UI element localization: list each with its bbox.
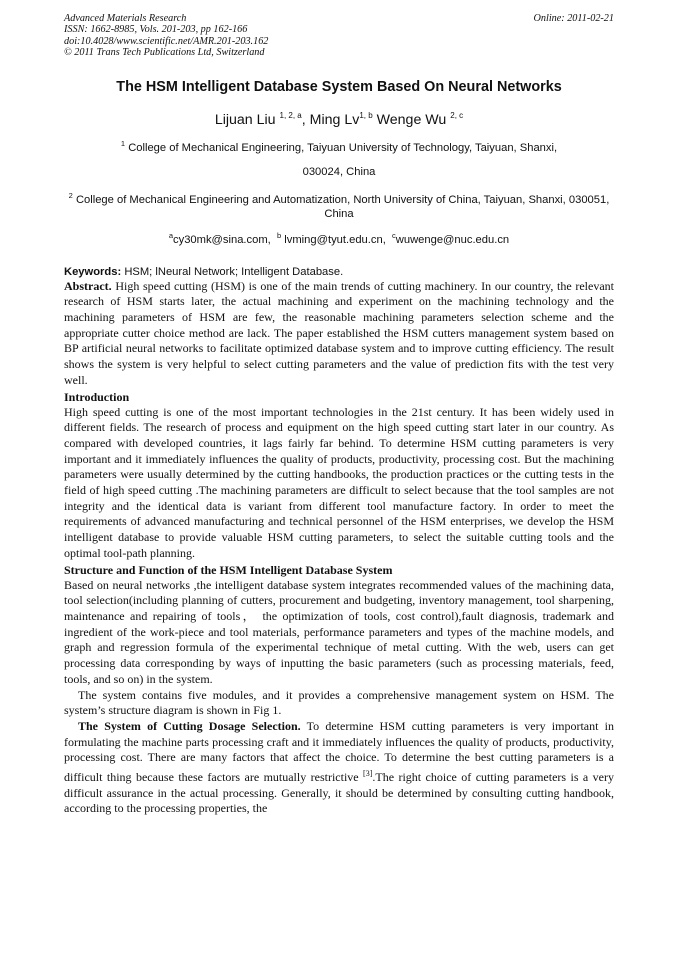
affiliation-postcode: 030024, China <box>302 165 376 178</box>
email-link[interactable]: wuwenge@nuc.edu.cn <box>395 233 510 246</box>
email-mark: a <box>168 230 173 240</box>
structure-paragraph-2: The system contains five modules, and it provides a comprehensive management system on HSM. The system’s structure diagram is shown in Fig 1. <box>64 687 614 718</box>
journal-name: Advanced Materials Research <box>64 13 187 24</box>
email-link[interactable]: cy30mk@sina.com, <box>173 233 271 246</box>
author-name: Ming Lv <box>309 111 360 128</box>
keywords-label: Keywords: <box>64 265 122 278</box>
keywords <box>64 265 614 279</box>
structure-paragraph-1: Based on neural networks ,the intelligent database system integrates recommended values of the machining data, tool selection(including planning of cutters, procurement and budgeting, inventory management, tool sharpening, maintenance and repairing of tools， the optimization of tools, cost control),fault diagnosis, trademark and ingredient of the work-piece and tool materials, performance parameters and types of the machine models, and graph and regression formula of the experimental technique of metal cutting. With the web, users can get processing data corresponding by ways of inputting the basic parameters (such as processing materials, feed, tools, and so on) in the system. <box>64 577 614 686</box>
affiliation-mark: 2 <box>68 190 73 200</box>
author-name: Wenge Wu <box>376 111 447 128</box>
subsection-label: The System of Cutting Dosage Selection. <box>78 718 301 733</box>
affiliation-2 <box>64 189 614 221</box>
email-link[interactable]: lvming@tyut.edu.cn, <box>284 233 386 246</box>
affiliation-1 <box>64 137 614 179</box>
paper-page <box>64 13 614 817</box>
author-separator: , <box>301 111 310 128</box>
journal-header <box>64 13 614 59</box>
author-affiliation-mark: 2, c <box>450 110 464 120</box>
paragraph-text: .The right choice of cutting parameters is a very difficult assurance in the actual processing. Generally, it should be determined by consulting cutting handbook, according to the processing properties, the <box>64 770 614 816</box>
email-mark: b <box>277 230 282 240</box>
abstract-label: Abstract. <box>64 278 112 293</box>
affiliation-mark: 1 <box>120 138 126 148</box>
abstract <box>64 279 614 389</box>
author-name: Lijuan Liu <box>214 111 276 128</box>
author-emails <box>64 229 614 247</box>
section-heading-structure: Structure and Function of the HSM Intelligent Database System <box>64 562 393 577</box>
keywords-text: HSM; lNeural Network; Intelligent Database. <box>124 265 344 278</box>
affiliation-text: College of Mechanical Engineering, Taiyuan University of Technology, Taiyuan, Shanxi, <box>128 141 558 154</box>
structure-paragraph-3 <box>64 719 614 817</box>
doi-line: doi:10.4028/www.scientific.net/AMR.201-203.162 <box>64 35 269 47</box>
citation-ref[interactable]: [3] <box>363 769 373 779</box>
paper-title: The HSM Intelligent Database System Based On Neural Networks <box>116 78 562 95</box>
issn-line: ISSN: 1662-8985, Vols. 201-203, pp 162-166 <box>64 24 248 36</box>
affiliation-text: College of Mechanical Engineering and Automatization, North University of China, Taiyuan, Shanxi, 030051, China <box>75 193 610 220</box>
author-affiliation-mark: 1, 2, a <box>279 110 302 120</box>
paragraph-text: To determine HSM cutting parameters is very important in formulating the machine parts processing craft and it immediately influences the quality of products, productivity, processing cost. There are many factors that affect the choice. To determine the best cutting parameters is a difficult thing because these factors are mutually restrictive <box>64 718 614 785</box>
introduction-paragraph: High speed cutting is one of the most important technologies in the 21st century. It has been widely used in different fields. The research of process and equipment on the high speed cutting start later in our country. As compared with developed countries, it lags fairly far behind. To determine HSM cutting parameters is very important and it immediately influences the quality of products, productivity, processing cost. But the machining parameters were usually determined by the cutting handbooks, the production practices or the cutting tests in the field of high speed cutting .The machining parameters are difficult to select because that the tool samples are not integrity and the identical data is variant from different tool manufacture factory. In order to meet the requirements of advanced manufacturing and technical personnel of the HSM enterprises, we develop the HSM intelligent database to provide valuable HSM cutting parameters, to select the suitable cutting tools and the optimal tool-path planning. <box>64 404 614 560</box>
email-mark: c <box>392 230 396 240</box>
author-list <box>64 107 614 129</box>
abstract-text: High speed cutting (HSM) is one of the main trends of cutting machinery. In our country, the relevant research of HSM starts later, the actual machining and experiment on the machining technology and the machining parameters of HSM are few, the reasonable machining parameters selection scheme and the appropriate cutter choice method are lack. The paper established the HSM cutters management system based on BP artificial neural networks to facilitate optimized database system and to improve cutting efficiency. The result shows the system is very helpful to select cutting parameters and the value of prediction fits with the test very well. <box>64 278 614 387</box>
copyright-line: © 2011 Trans Tech Publications Ltd, Switzerland <box>64 47 265 59</box>
section-heading-introduction: Introduction <box>64 389 130 404</box>
online-date: Online: 2011-02-21 <box>533 13 614 24</box>
author-affiliation-mark: 1, b <box>359 110 373 120</box>
